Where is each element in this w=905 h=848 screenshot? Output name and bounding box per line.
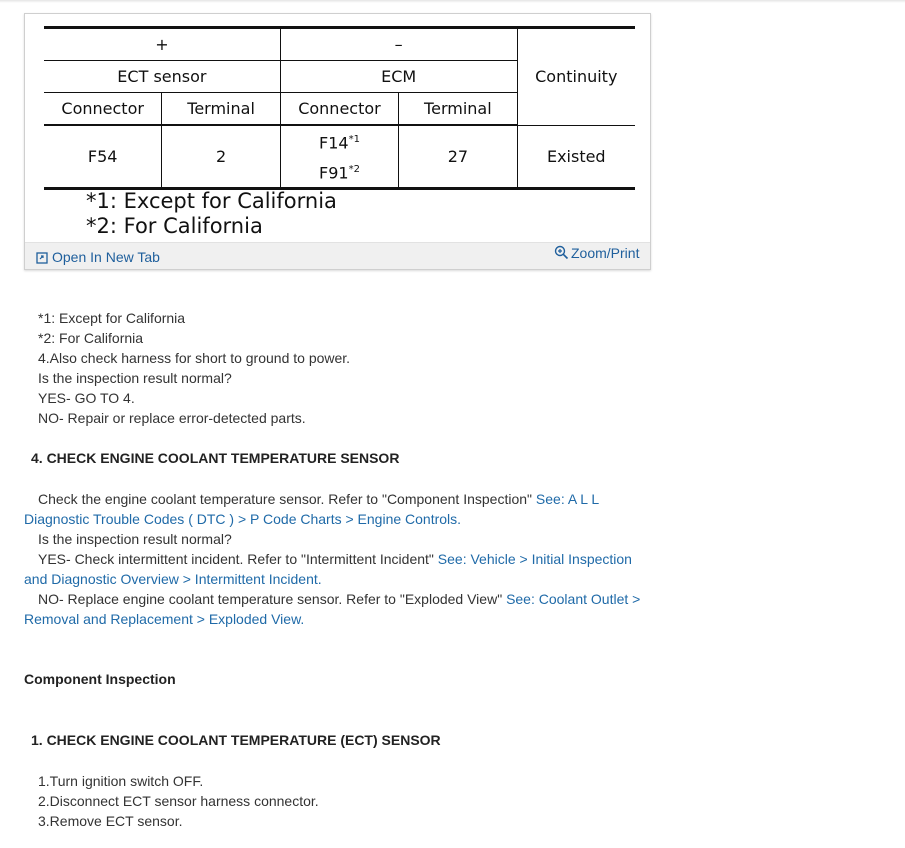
- continuity-header: Continuity: [517, 28, 635, 126]
- exploded-view-link[interactable]: Removal and Replacement > Exploded View.: [24, 611, 305, 627]
- check-link-line-2: [24, 509, 461, 529]
- continuity-cell: Existed: [517, 125, 635, 189]
- ecm-header: ECM: [280, 61, 517, 93]
- step-1-text: 1.Turn ignition switch OFF.: [38, 773, 204, 789]
- open-tab-icon: [36, 251, 48, 267]
- figure-note-2: *2: For California: [86, 214, 263, 238]
- question-2: Is the inspection result normal?: [38, 531, 232, 547]
- check-text-line: Check the engine coolant temperature sensor. Refer to "Component Inspection" See: A L L: [38, 491, 600, 507]
- continuity-table-image: [25, 14, 650, 242]
- open-in-new-tab-label: Open In New Tab: [52, 249, 160, 265]
- sensor-terminal-cell: 2: [162, 125, 280, 189]
- open-in-new-tab-link[interactable]: [36, 249, 160, 267]
- ecm-connector-cell: [280, 125, 398, 189]
- no-2-line-2: [24, 609, 304, 629]
- ect-sensor-header: ECT sensor: [44, 61, 280, 93]
- minus-header: –: [280, 28, 517, 61]
- step-3-text: 3.Remove ECT sensor.: [38, 813, 183, 829]
- no-2-line: NO- Replace engine coolant temperature sensor. Refer to "Exploded View" See: Coolant Outlet >: [38, 591, 641, 607]
- zoom-print-link[interactable]: [554, 245, 639, 263]
- yes-1: YES- GO TO 4.: [38, 390, 135, 406]
- coolant-outlet-link[interactable]: See: Coolant Outlet >: [506, 591, 641, 607]
- yes-2-line: YES- Check intermittent incident. Refer to "Intermittent Incident" See: Vehicle > Initial Inspection: [38, 551, 632, 567]
- ecm-connector-b: F91$^{*2}$: [319, 162, 360, 182]
- step-2-text: 2.Disconnect ECT sensor harness connector.: [38, 793, 319, 809]
- sensor-terminal-header: Terminal: [162, 93, 280, 126]
- question-1: Is the inspection result normal?: [38, 370, 232, 386]
- plus-header: +: [44, 28, 280, 61]
- ecm-terminal-header: Terminal: [399, 93, 517, 126]
- see-all-link[interactable]: See: A L L: [535, 491, 600, 507]
- ecm-terminal-cell: 27: [399, 125, 517, 189]
- zoom-print-label: Zoom/Print: [571, 245, 640, 261]
- ecm-connector-a: F14$^{*1}$: [319, 133, 360, 153]
- body-note-2: *2: For California: [38, 330, 144, 346]
- figure-frame: [24, 13, 651, 270]
- no-1: NO- Repair or replace error-detected parts.: [38, 410, 306, 426]
- step-4-text: 4.Also check harness for short to ground to power.: [38, 350, 351, 366]
- sensor-connector-header: Connector: [44, 93, 162, 126]
- dtc-engine-controls-link[interactable]: Diagnostic Trouble Codes ( DTC ) > P Code Charts > Engine Controls.: [24, 511, 462, 527]
- component-inspection-heading: Component Inspection: [24, 671, 176, 687]
- intermittent-incident-link[interactable]: and Diagnostic Overview > Intermittent Incident.: [24, 571, 322, 587]
- sensor-connector-cell: F54: [44, 125, 162, 189]
- yes-2-line-2: [24, 569, 322, 589]
- top-shadow: [0, 0, 905, 3]
- ecm-connector-header: Connector: [280, 93, 398, 126]
- continuity-table: [44, 26, 635, 190]
- initial-inspection-link[interactable]: See: Vehicle > Initial Inspection: [437, 551, 632, 567]
- body-note-1: *1: Except for California: [38, 310, 186, 326]
- figure-toolbar: [25, 242, 650, 270]
- heading-check-ect-sensor: 4. CHECK ENGINE COOLANT TEMPERATURE SENSOR: [31, 450, 400, 466]
- figure-note-1: *1: Except for California: [86, 189, 337, 213]
- zoom-in-icon: [554, 245, 569, 263]
- heading-check-ect-sensor-1: 1. CHECK ENGINE COOLANT TEMPERATURE (ECT) SENSOR: [31, 732, 441, 748]
